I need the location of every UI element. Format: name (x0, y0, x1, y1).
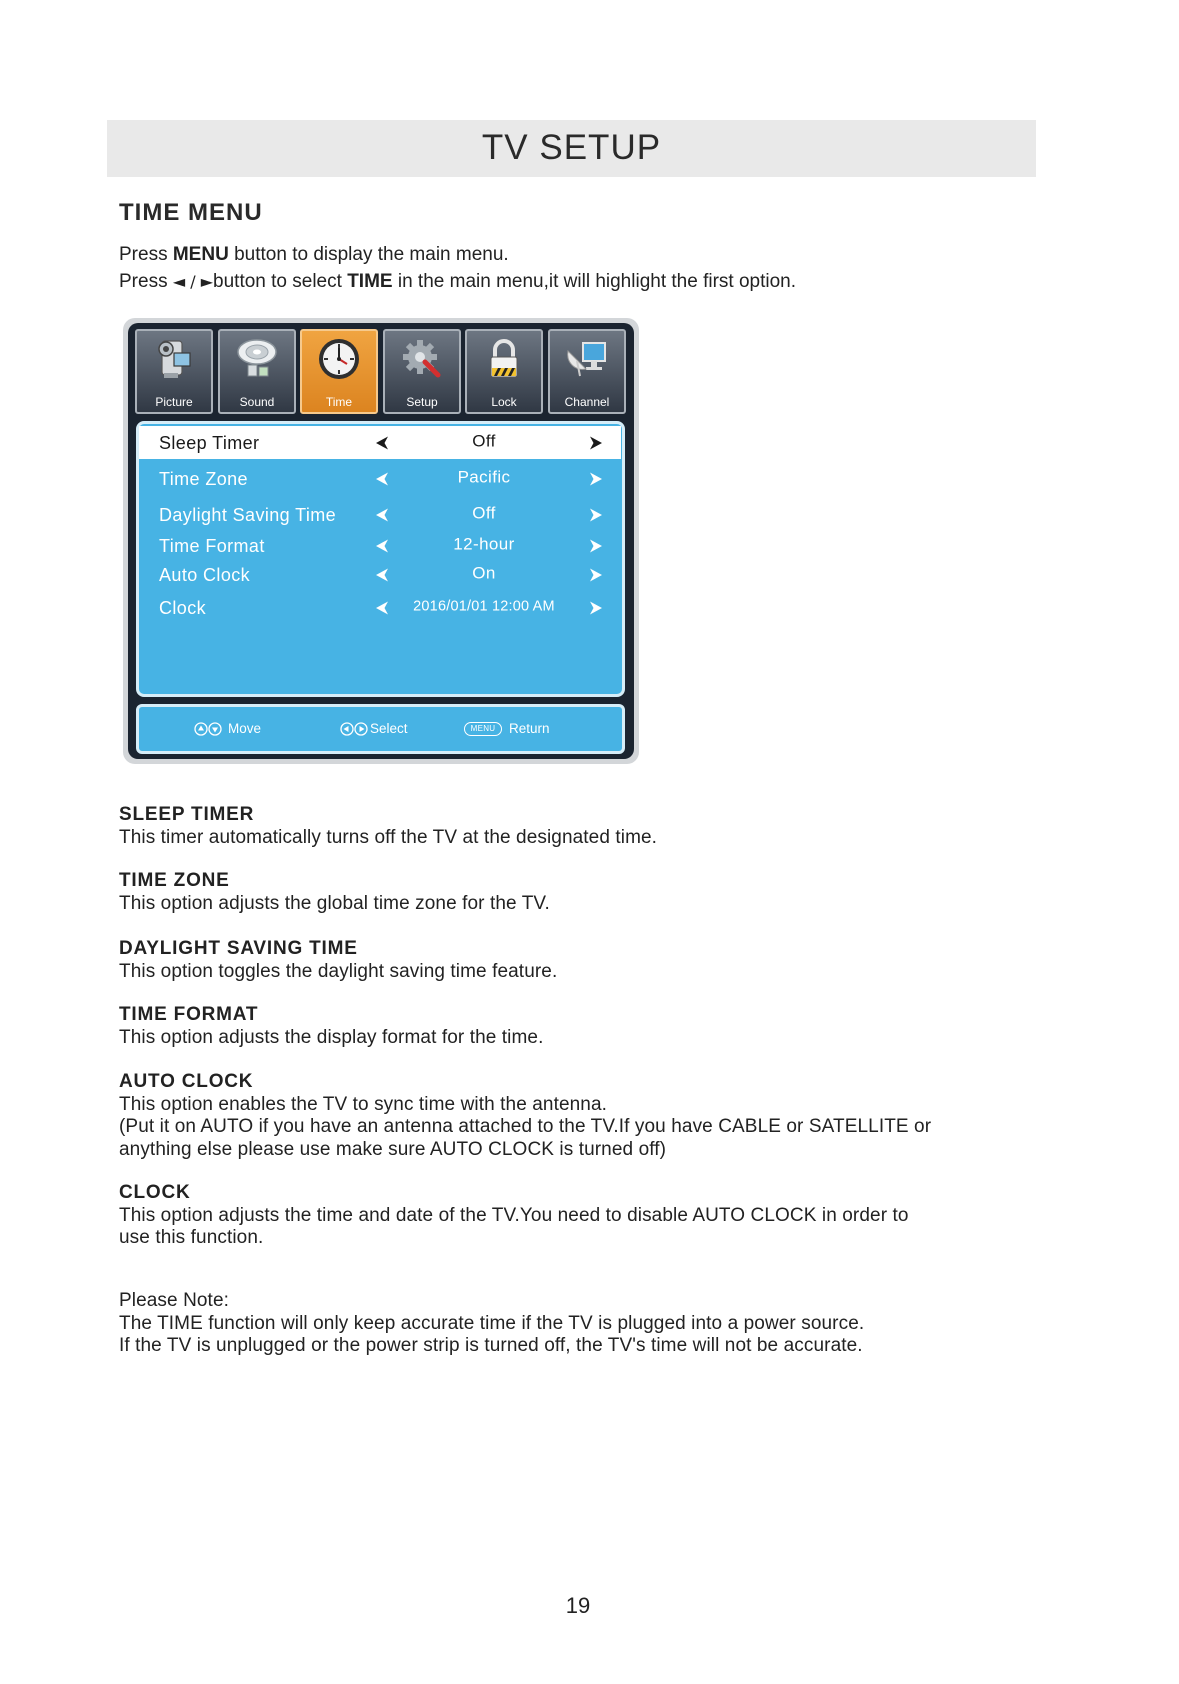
section-text: (Put it on AUTO if you have an antenna attached to the TV.If you have CABLE or SATELLITE or (119, 1116, 932, 1137)
video-camera-icon (152, 337, 196, 381)
section-text: This option enables the TV to sync time with the antenna. (119, 1093, 608, 1115)
intro-bold-text: MENU (172, 244, 229, 265)
tab-label: Setup (406, 395, 438, 409)
footer-move-label: Move (228, 721, 262, 736)
section-heading: AUTO CLOCK (119, 1071, 254, 1092)
section-text: This timer automatically turns off the TV at the designated time. (119, 826, 658, 848)
footer-return-label: Return (509, 721, 550, 736)
section-auto-clock (119, 1071, 1079, 1161)
note-text: If the TV is unplugged or the power strip is turned off, the TV's time will not be accurate. (119, 1335, 863, 1356)
section-text: This option adjusts the display format for the time. (119, 1026, 544, 1048)
tab-label: Sound (239, 395, 275, 409)
left-right-arrows-glyph: ◄ / ► (172, 272, 214, 291)
section-time-zone (119, 870, 1079, 915)
menu-row-label: Time Zone (159, 469, 248, 489)
section-sleep-timer (119, 804, 1079, 849)
tab-label: Channel (564, 395, 610, 409)
header-bar (107, 120, 1036, 177)
page-header-title: TV SETUP (481, 128, 662, 167)
section-text: This option toggles the daylight saving time feature. (119, 960, 558, 982)
section-clock (119, 1182, 1079, 1250)
menu-row-sleep-timer (139, 426, 621, 459)
menu-row-time-zone (139, 464, 621, 494)
menu-row-value: 12-hour (453, 534, 515, 554)
section-text: use this function. (119, 1227, 264, 1248)
arrow-right-icon (590, 436, 602, 449)
tab-setup (383, 329, 461, 414)
section-text: anything else please use make sure AUTO CLOCK is turned off) (119, 1138, 667, 1160)
menu-row-value: On (472, 563, 496, 583)
menu-footer-bar (136, 704, 625, 754)
footer-select-label: Select (370, 721, 408, 736)
section-heading: DAYLIGHT SAVING TIME (119, 938, 358, 959)
satellite-dish-icon (565, 337, 609, 381)
intro-text: button to display the main menu. (228, 244, 509, 265)
intro-text: Press (119, 271, 173, 292)
tab-picture (135, 329, 213, 414)
menu-row-time-format (139, 531, 621, 561)
section-daylight-saving-time (119, 938, 1079, 983)
section-heading: TIME ZONE (119, 870, 230, 891)
arrow-right-icon (590, 540, 602, 553)
menu-row-value: Off (472, 431, 496, 451)
tab-sound (218, 329, 296, 414)
section-heading: CLOCK (119, 1182, 191, 1203)
menu-row-daylight-saving-time (139, 500, 621, 530)
arrow-right-icon (590, 569, 602, 582)
arrow-right-icon (590, 602, 602, 615)
up-down-buttons-icon (194, 722, 222, 736)
note-heading: Please Note: (119, 1290, 229, 1311)
tab-label: Time (325, 395, 353, 409)
speaker-icon (235, 337, 279, 381)
menu-row-clock (139, 593, 621, 623)
arrow-right-icon (590, 509, 602, 522)
section-time-format (119, 1004, 1079, 1049)
section-title: TIME MENU (119, 199, 263, 226)
menu-key-icon: MENU (464, 722, 502, 736)
intro-line-1 (119, 244, 509, 266)
menu-row-label: Daylight Saving Time (159, 505, 337, 525)
menu-row-label: Sleep Timer (159, 432, 260, 453)
menu-row-value: Pacific (457, 467, 511, 487)
intro-text: Press (119, 244, 173, 265)
menu-row-label: Time Format (159, 536, 265, 556)
tab-label: Lock (491, 395, 517, 409)
intro-text: button to select (213, 271, 348, 292)
menu-row-label: Auto Clock (159, 565, 251, 585)
tab-time (300, 329, 378, 414)
menu-row-label: Clock (159, 598, 207, 618)
menu-row-auto-clock (139, 560, 621, 590)
tv-time-menu-screenshot (123, 318, 639, 764)
menu-row-value: Off (472, 503, 496, 523)
section-text: This option adjusts the global time zone for the TV. (119, 892, 550, 914)
left-right-buttons-icon (340, 722, 368, 736)
intro-bold-text: TIME (347, 271, 393, 292)
note-text: The TIME function will only keep accurate time if the TV is plugged into a power source. (119, 1312, 865, 1334)
intro-text: in the main menu,it will highlight the first option. (392, 271, 797, 292)
section-text: This option adjusts the time and date of the TV.You need to disable AUTO CLOCK in order to (119, 1204, 909, 1226)
section-heading: TIME FORMAT (119, 1004, 259, 1025)
section-heading: SLEEP TIMER (119, 804, 255, 825)
menu-row-value: 2016/01/01 12:00 AM (413, 598, 555, 615)
padlock-icon (482, 337, 526, 381)
intro-line-2 (119, 271, 796, 293)
gear-screwdriver-icon (400, 337, 444, 381)
page-number: 19 (565, 1593, 591, 1618)
note-block (119, 1290, 1079, 1358)
tab-channel (548, 329, 626, 414)
tab-lock (465, 329, 543, 414)
clock-icon (317, 337, 361, 381)
arrow-right-icon (590, 473, 602, 486)
tab-label: Picture (155, 395, 193, 409)
